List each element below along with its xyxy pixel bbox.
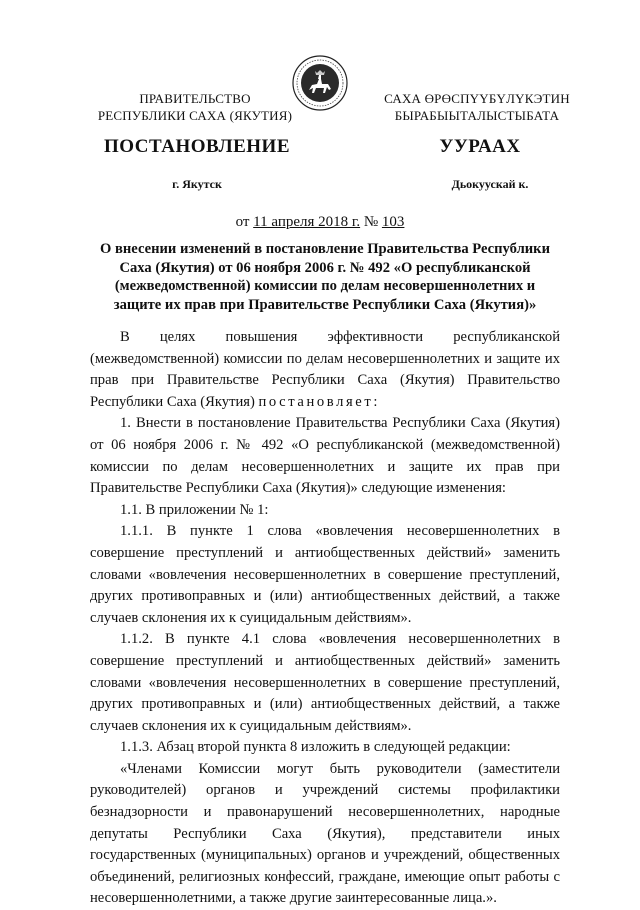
doc-number: 103 xyxy=(381,214,405,230)
city-sah: Дьокуускай к. xyxy=(451,177,529,191)
paragraph-quote: «Членами Комиссии могут быть руководители (заместители руководителей) органов и учреждений системы профилактики безнадзорности и правонарушений несовершеннолетних, народные депутаты Республики Саха (Якутия), представители иных государственных (муниципальных) органов и учреждений, общественных объединений, религиозных конфессий, граждане, имеющие опыт работы с несовершеннолетними, а также другие заинтересованные лица.». xyxy=(90,760,560,907)
date-value: 11 апреля 2018 г. xyxy=(253,214,361,230)
date-prefix: от xyxy=(235,214,250,230)
government-line-1: ПРАВИТЕЛЬСТВО xyxy=(139,91,251,106)
doc-type-sah: УУРААХ xyxy=(439,136,521,157)
preamble-text: В целях повышения эффективности республиканской (межведомственной) комиссии по делам несовершеннолетних и защите их прав при Правительстве Республики Саха (Якутия) Правительство Республики Саха (Якутия) xyxy=(90,329,560,410)
preamble-resolves: постановляет: xyxy=(258,393,380,410)
document-body xyxy=(90,327,560,910)
paragraph-1-1-2: 1.1.2. В пункте 4.1 слова «вовлечения несовершеннолетних в совершение преступлений и антиобщественных действий» заменить словами «вовлечения несовершеннолетних в совершение преступлений, других противоправных и (или) антиобщественных действий, а также случаев склонения их к суицидальным действиям». xyxy=(90,631,560,734)
paragraph-1-1-3: 1.1.3. Абзац второй пункта 8 изложить в следующей редакции: xyxy=(120,739,511,756)
paragraph-1-1-1: 1.1.1. В пункте 1 слова «вовлечения несовершеннолетних в совершение преступлений и антиобщественных действий» заменить словами «вовлечения несовершеннолетних в совершение преступлений, других противоправных и (или) антиобщественных действий, а также случаев склонения их к суицидальным действиям». xyxy=(90,523,560,626)
government-name-ru xyxy=(95,90,295,124)
document-subject: О внесении изменений в постановление Правительства Республики Саха (Якутия) от 06 ноября 2006 г. № 492 «О республиканской (межведомственной) комиссии по делам несовершеннолетних и защите их прав при Правительстве Республики Саха (Якутия)» xyxy=(100,241,550,313)
doc-type-ru: ПОСТАНОВЛЕНИЕ xyxy=(103,136,291,157)
paragraph-1-1: 1.1. В приложении № 1: xyxy=(120,501,269,518)
coat-of-arms-emblem xyxy=(292,55,348,111)
paragraph-preamble xyxy=(90,327,560,413)
city-ru: г. Якутск xyxy=(172,177,222,191)
government-name-sah xyxy=(372,90,582,124)
number-prefix: № xyxy=(363,214,379,230)
date-line xyxy=(0,214,640,231)
paragraph-1: 1. Внести в постановление Правительства Республики Саха (Якутия) от 06 ноября 2006 г. № 492 «О республиканской (межведомственной) комиссии по делам несовершеннолетних и защите их прав при Правительстве Республики Саха (Якутия)» следующие изменения: xyxy=(90,415,560,497)
government-line-1-sah: САХА ӨРӨСПҮҮБҮЛҮКЭТИН xyxy=(384,91,570,106)
government-line-2-sah: БЫРАБЫЫТАЛЫСТЫБАТА xyxy=(394,108,560,123)
government-line-2: РЕСПУБЛИКИ САХА (ЯКУТИЯ) xyxy=(97,108,293,123)
